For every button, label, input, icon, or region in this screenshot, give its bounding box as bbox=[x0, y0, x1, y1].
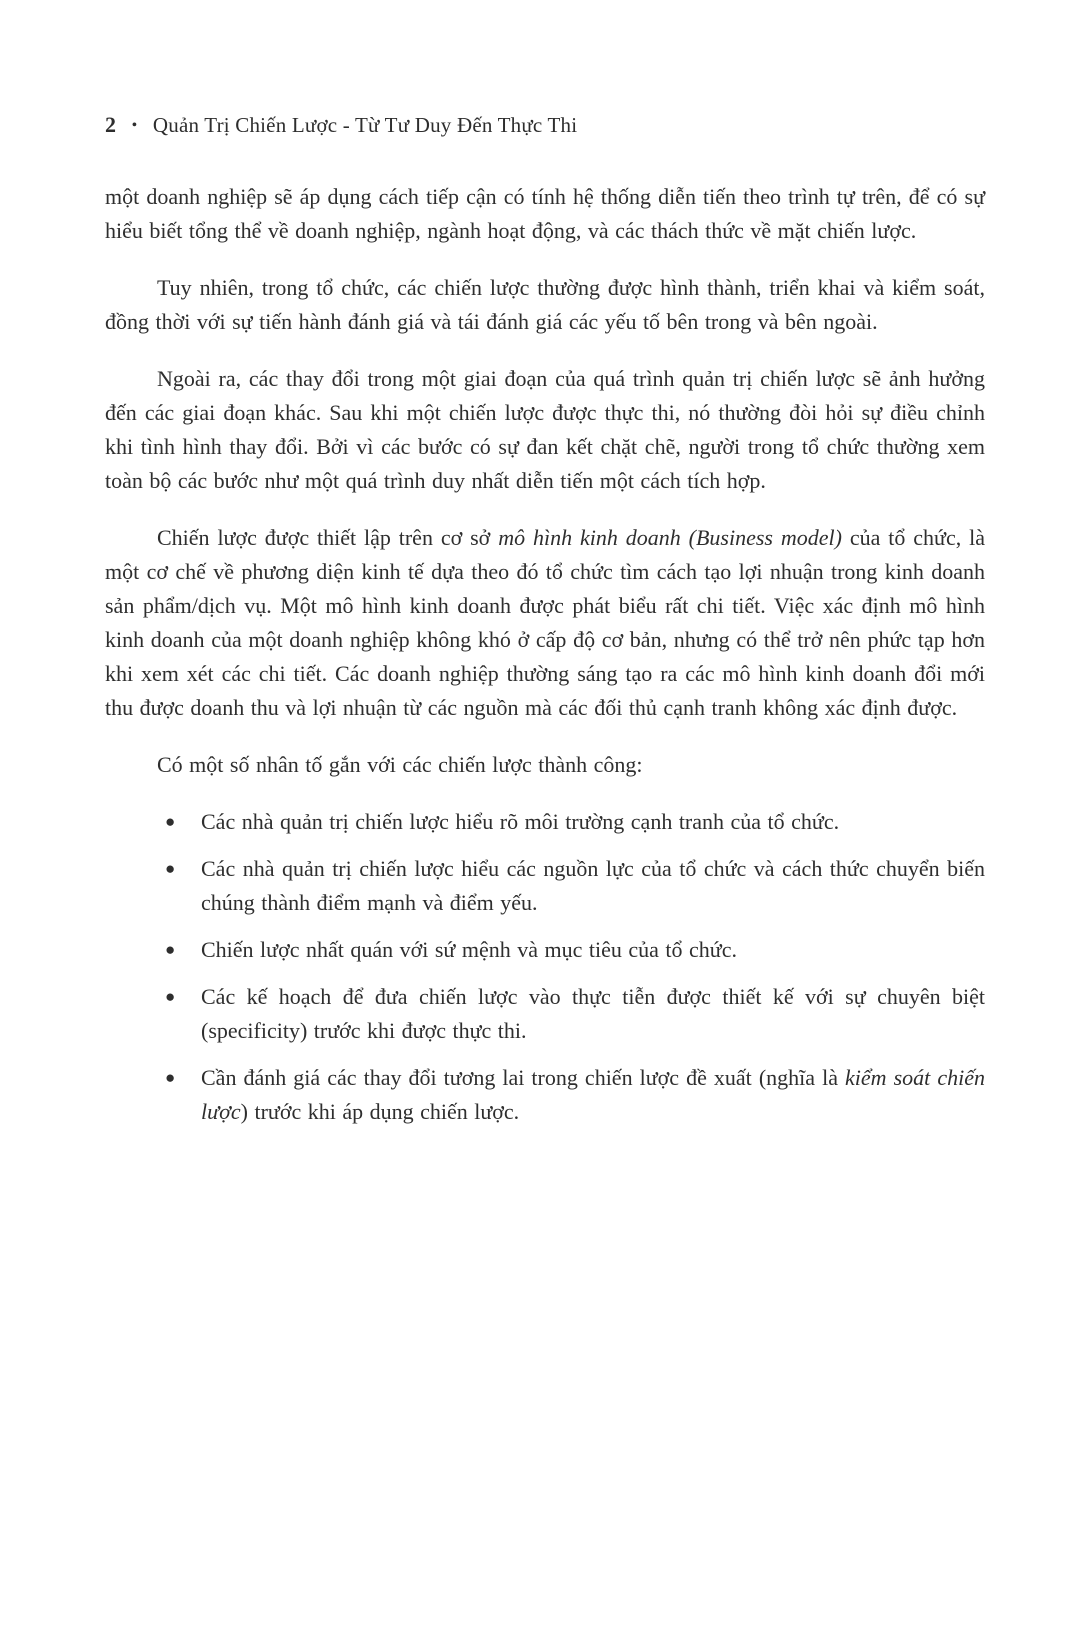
list-item bbox=[105, 980, 985, 1048]
list-item-segment: Các kế hoạch để đưa chiến lược vào thực tiễn được thiết kế với sự chuyên biệt (specificity) trước khi được thực thi. bbox=[201, 984, 985, 1043]
running-title: Quản Trị Chiến Lược - Từ Tư Duy Đến Thực Thi bbox=[152, 113, 578, 137]
header-separator-icon: • bbox=[131, 117, 138, 134]
italic-term: kiểm soát chiến lược bbox=[201, 1065, 985, 1124]
italic-term: mô hình kinh doanh (Business model) bbox=[498, 525, 842, 550]
list-item bbox=[105, 933, 985, 967]
paragraph-text: Tuy nhiên, trong tổ chức, các chiến lược thường được hình thành, triển khai và kiểm soát, đồng thời với sự tiến hành đánh giá và tái đánh giá các yếu tố bên trong và bên ngoài. bbox=[105, 275, 985, 334]
bullet-icon: ● bbox=[165, 987, 176, 1006]
page-header bbox=[105, 112, 985, 138]
list-intro-paragraph bbox=[105, 748, 985, 782]
paragraph-text: Ngoài ra, các thay đổi trong một giai đoạn của quá trình quản trị chiến lược sẽ ảnh hưởng đến các giai đoạn khác. Sau khi một chiến lược được thực thi, nó thường đòi hỏi sự điều chỉnh khi tình hình thay đổi. Bởi vì các bước có sự đan kết chặt chẽ, người trong tổ chức thường xem toàn bộ các bước như một quá trình duy nhất diễn tiến một cách tích hợp. bbox=[105, 366, 985, 493]
bullet-list bbox=[105, 805, 985, 1129]
paragraph-text: Chiến lược được thiết lập trên cơ sở bbox=[157, 525, 499, 550]
list-item-segment: Các nhà quản trị chiến lược hiểu rõ môi trường cạnh tranh của tổ chức. bbox=[201, 809, 840, 834]
list-item-segment: Cần đánh giá các thay đổi tương lai trong chiến lược đề xuất (nghĩa là bbox=[201, 1065, 846, 1090]
list-item-text bbox=[201, 805, 985, 839]
list-item bbox=[105, 1061, 985, 1129]
bullet-icon: ● bbox=[165, 859, 176, 878]
list-item-segment: Chiến lược nhất quán với sứ mệnh và mục tiêu của tổ chức. bbox=[201, 937, 737, 962]
paragraph bbox=[105, 271, 985, 339]
list-item-text bbox=[201, 1061, 985, 1129]
list-item-text bbox=[201, 933, 985, 967]
paragraph bbox=[105, 521, 985, 725]
list-item-text bbox=[201, 980, 985, 1048]
bullet-icon: ● bbox=[165, 1068, 176, 1087]
list-item bbox=[105, 805, 985, 839]
page-number: 2 bbox=[105, 112, 117, 137]
paragraph-text: một doanh nghiệp sẽ áp dụng cách tiếp cận có tính hệ thống diễn tiến theo trình tự trên, để có sự hiểu biết tổng thể về doanh nghiệp, ngành hoạt động, và các thách thức về mặt chiến lược. bbox=[105, 184, 985, 243]
paragraph-text: Có một số nhân tố gắn với các chiến lược thành công: bbox=[157, 752, 643, 777]
list-item-text bbox=[201, 852, 985, 920]
bullet-icon: ● bbox=[165, 812, 176, 831]
paragraph-text: của tổ chức, là một cơ chế về phương diện kinh tế dựa theo đó tổ chức tìm cách tạo lợi nhuận trong kinh doanh sản phẩm/dịch vụ. Một mô hình kinh doanh được phát biểu rất chi tiết. Việc xác định mô hình kinh doanh của một doanh nghiệp không khó ở cấp độ cơ bản, nhưng có thể trở nên phức tạp hơn khi xem xét các chi tiết. Các doanh nghiệp thường sáng tạo ra các mô hình kinh doanh đổi mới thu được doanh thu và lợi nhuận từ các nguồn mà các đối thủ cạnh tranh không xác định được. bbox=[105, 525, 985, 720]
paragraph bbox=[105, 362, 985, 498]
page-body bbox=[105, 180, 985, 1129]
list-item-segment: Các nhà quản trị chiến lược hiểu các nguồn lực của tổ chức và cách thức chuyển biến chúng thành điểm mạnh và điểm yếu. bbox=[201, 856, 985, 915]
list-item-segment: ) trước khi áp dụng chiến lược. bbox=[240, 1099, 520, 1124]
paragraph-continuation bbox=[105, 180, 985, 248]
list-item bbox=[105, 852, 985, 920]
bullet-icon: ● bbox=[165, 940, 176, 959]
